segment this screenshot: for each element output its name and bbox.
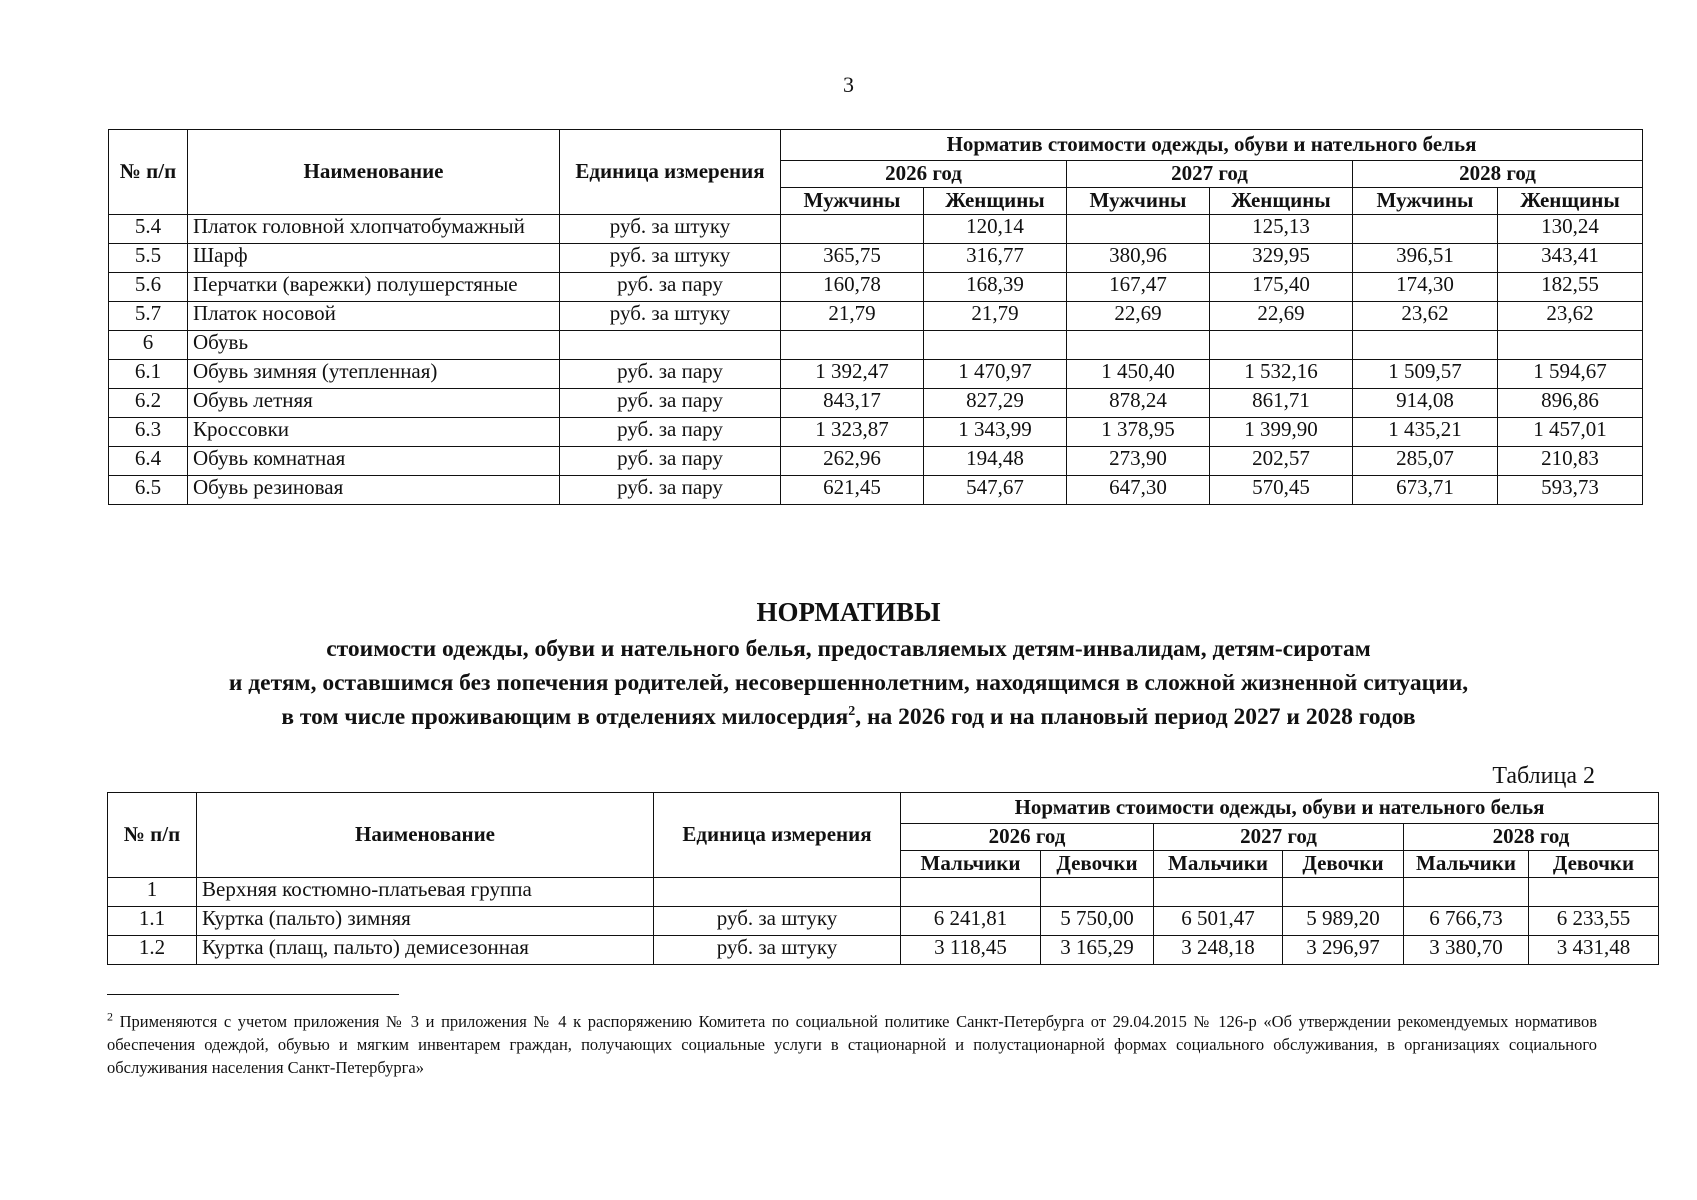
row-value: 621,45 <box>781 476 924 505</box>
subtitle-line-3-tail: , на 2026 год и на плановый период 2027 и 2028 годов <box>855 704 1416 730</box>
row-number: 5.4 <box>109 215 188 244</box>
row-value: 21,79 <box>924 302 1067 331</box>
table1-body <box>109 215 1643 505</box>
row-number: 5.5 <box>109 244 188 273</box>
row-value: 3 165,29 <box>1041 936 1154 965</box>
subtitle-line-3-text: в том числе проживающим в отделениях милосердия <box>281 704 849 730</box>
col-header-men-2028: Мужчины <box>1353 188 1498 215</box>
row-value: 1 343,99 <box>924 418 1067 447</box>
col-header-num: № п/п <box>109 130 188 215</box>
row-name: Платок носовой <box>188 302 560 331</box>
footnote-separator <box>107 994 399 995</box>
row-value <box>781 215 924 244</box>
table-row <box>109 244 1643 273</box>
col-header-num: № п/п <box>108 793 197 878</box>
row-value: 3 380,70 <box>1404 936 1529 965</box>
row-value: 647,30 <box>1067 476 1210 505</box>
row-value: 673,71 <box>1353 476 1498 505</box>
row-value: 23,62 <box>1498 302 1643 331</box>
row-unit: руб. за штуку <box>560 302 781 331</box>
row-value: 547,67 <box>924 476 1067 505</box>
row-value: 1 399,90 <box>1210 418 1353 447</box>
col-header-men-2026: Мужчины <box>781 188 924 215</box>
col-header-girls-2027: Девочки <box>1283 851 1404 878</box>
row-value: 130,24 <box>1498 215 1643 244</box>
row-value: 380,96 <box>1067 244 1210 273</box>
row-unit: руб. за пару <box>560 389 781 418</box>
row-unit: руб. за штуку <box>654 936 901 965</box>
col-header-men-2027: Мужчины <box>1067 188 1210 215</box>
footnote-marker: 2 <box>107 1009 113 1024</box>
row-number: 1.2 <box>108 936 197 965</box>
row-value: 1 470,97 <box>924 360 1067 389</box>
col-header-year-2026: 2026 год <box>781 161 1067 188</box>
row-name: Шарф <box>188 244 560 273</box>
row-number: 1 <box>108 878 197 907</box>
row-value: 22,69 <box>1210 302 1353 331</box>
row-value: 262,96 <box>781 447 924 476</box>
row-value <box>1154 878 1283 907</box>
row-value: 3 248,18 <box>1154 936 1283 965</box>
row-number: 1.1 <box>108 907 197 936</box>
row-value: 160,78 <box>781 273 924 302</box>
col-header-year-2028: 2028 год <box>1353 161 1643 188</box>
row-unit: руб. за пару <box>560 476 781 505</box>
row-unit: руб. за пару <box>560 418 781 447</box>
row-value: 3 118,45 <box>901 936 1041 965</box>
row-number: 6 <box>109 331 188 360</box>
col-header-boys-2027: Мальчики <box>1154 851 1283 878</box>
row-value <box>1353 331 1498 360</box>
col-header-women-2026: Женщины <box>924 188 1067 215</box>
row-number: 6.4 <box>109 447 188 476</box>
row-name: Обувь зимняя (утепленная) <box>188 360 560 389</box>
col-header-norm-group: Норматив стоимости одежды, обуви и нательного белья <box>901 793 1659 824</box>
col-header-norm-group: Норматив стоимости одежды, обуви и нательного белья <box>781 130 1643 161</box>
table-row <box>108 878 1659 907</box>
row-unit: руб. за пару <box>560 360 781 389</box>
row-name: Обувь комнатная <box>188 447 560 476</box>
table-row <box>109 447 1643 476</box>
row-number: 6.3 <box>109 418 188 447</box>
row-value: 329,95 <box>1210 244 1353 273</box>
row-value: 202,57 <box>1210 447 1353 476</box>
row-value <box>924 331 1067 360</box>
row-value: 1 392,47 <box>781 360 924 389</box>
row-value: 316,77 <box>924 244 1067 273</box>
row-name: Куртка (плащ, пальто) демисезонная <box>197 936 654 965</box>
row-value: 125,13 <box>1210 215 1353 244</box>
row-value: 343,41 <box>1498 244 1643 273</box>
row-value <box>1529 878 1659 907</box>
row-name: Платок головной хлопчатобумажный <box>188 215 560 244</box>
row-value: 5 989,20 <box>1283 907 1404 936</box>
row-value: 194,48 <box>924 447 1067 476</box>
table-row <box>108 907 1659 936</box>
row-value: 896,86 <box>1498 389 1643 418</box>
col-header-unit: Единица измерения <box>654 793 901 878</box>
row-value: 861,71 <box>1210 389 1353 418</box>
col-header-boys-2026: Мальчики <box>901 851 1041 878</box>
row-value: 3 296,97 <box>1283 936 1404 965</box>
section-subtitle <box>0 632 1697 734</box>
col-header-unit: Единица измерения <box>560 130 781 215</box>
row-name: Перчатки (варежки) полушерстяные <box>188 273 560 302</box>
row-value <box>1067 215 1210 244</box>
row-unit <box>654 878 901 907</box>
row-value: 22,69 <box>1067 302 1210 331</box>
table-row <box>109 389 1643 418</box>
row-value: 593,73 <box>1498 476 1643 505</box>
row-value: 843,17 <box>781 389 924 418</box>
subtitle-line-2: и детям, оставшимся без попечения родителей, несовершеннолетним, находящимся в сложной жизненной ситуации, <box>228 670 1469 696</box>
table-row <box>109 215 1643 244</box>
row-unit: руб. за штуку <box>560 244 781 273</box>
row-value: 1 457,01 <box>1498 418 1643 447</box>
row-value: 878,24 <box>1067 389 1210 418</box>
row-value: 174,30 <box>1353 273 1498 302</box>
row-value: 1 323,87 <box>781 418 924 447</box>
table-caption: Таблица 2 <box>1492 763 1595 789</box>
table-row <box>109 418 1643 447</box>
row-value: 1 378,95 <box>1067 418 1210 447</box>
footnote-text: Применяются с учетом приложения № 3 и приложения № 4 к распоряжению Комитета по социальной политике Санкт-Петербурга от 29.04.2015 № 126-р «Об утверждении рекомендуемых нормативов обеспечения одеждой, обувью и мягким инвентарем граждан, получающих социальные услуги в стационарной и полустационарной формах социального обслуживания, в организациях социального обслуживания населения Санкт-Петербурга» <box>107 1012 1597 1077</box>
col-header-girls-2028: Девочки <box>1529 851 1659 878</box>
row-value <box>1353 215 1498 244</box>
row-value: 167,47 <box>1067 273 1210 302</box>
row-value: 1 594,67 <box>1498 360 1643 389</box>
row-value: 168,39 <box>924 273 1067 302</box>
row-value: 175,40 <box>1210 273 1353 302</box>
row-value: 1 435,21 <box>1353 418 1498 447</box>
table-row <box>109 476 1643 505</box>
row-name: Куртка (пальто) зимняя <box>197 907 654 936</box>
row-value: 6 241,81 <box>901 907 1041 936</box>
row-value <box>1067 331 1210 360</box>
row-name: Обувь летняя <box>188 389 560 418</box>
row-value <box>1498 331 1643 360</box>
row-value: 396,51 <box>1353 244 1498 273</box>
row-value: 6 233,55 <box>1529 907 1659 936</box>
row-value: 23,62 <box>1353 302 1498 331</box>
footnote-reference: 2 <box>848 704 856 720</box>
row-number: 6.2 <box>109 389 188 418</box>
row-name: Обувь резиновая <box>188 476 560 505</box>
section-title: НОРМАТИВЫ <box>756 597 941 627</box>
table-row <box>109 302 1643 331</box>
table-row <box>109 331 1643 360</box>
subtitle-line-3 <box>0 700 1697 734</box>
row-name: Верхняя костюмно-платьевая группа <box>197 878 654 907</box>
row-value: 285,07 <box>1353 447 1498 476</box>
row-value: 1 532,16 <box>1210 360 1353 389</box>
row-value <box>1404 878 1529 907</box>
col-header-year-2027: 2027 год <box>1154 824 1404 851</box>
col-header-name: Наименование <box>188 130 560 215</box>
row-unit <box>560 331 781 360</box>
row-value: 210,83 <box>1498 447 1643 476</box>
row-value: 6 766,73 <box>1404 907 1529 936</box>
col-header-year-2027: 2027 год <box>1067 161 1353 188</box>
row-value: 827,29 <box>924 389 1067 418</box>
row-value: 120,14 <box>924 215 1067 244</box>
col-header-year-2028: 2028 год <box>1404 824 1659 851</box>
row-value: 365,75 <box>781 244 924 273</box>
clothing-norms-table-children <box>107 792 1659 965</box>
page-number: 3 <box>843 72 854 97</box>
table-row <box>109 273 1643 302</box>
subtitle-line-1: стоимости одежды, обуви и нательного белья, предоставляемых детям-инвалидам, детям-сиротам <box>326 636 1371 662</box>
col-header-year-2026: 2026 год <box>901 824 1154 851</box>
table-row <box>109 360 1643 389</box>
row-value: 5 750,00 <box>1041 907 1154 936</box>
row-unit: руб. за пару <box>560 273 781 302</box>
row-value <box>901 878 1041 907</box>
row-value: 1 509,57 <box>1353 360 1498 389</box>
row-value <box>1041 878 1154 907</box>
row-name: Кроссовки <box>188 418 560 447</box>
clothing-norms-table-adults <box>108 129 1643 505</box>
col-header-girls-2026: Девочки <box>1041 851 1154 878</box>
row-value: 570,45 <box>1210 476 1353 505</box>
row-number: 6.5 <box>109 476 188 505</box>
row-value: 3 431,48 <box>1529 936 1659 965</box>
table-row <box>108 936 1659 965</box>
row-name: Обувь <box>188 331 560 360</box>
col-header-name: Наименование <box>197 793 654 878</box>
col-header-women-2027: Женщины <box>1210 188 1353 215</box>
row-unit: руб. за штуку <box>654 907 901 936</box>
row-value: 182,55 <box>1498 273 1643 302</box>
row-number: 6.1 <box>109 360 188 389</box>
row-value: 1 450,40 <box>1067 360 1210 389</box>
row-value <box>781 331 924 360</box>
row-value: 273,90 <box>1067 447 1210 476</box>
row-value: 914,08 <box>1353 389 1498 418</box>
row-number: 5.7 <box>109 302 188 331</box>
row-value: 6 501,47 <box>1154 907 1283 936</box>
row-value: 21,79 <box>781 302 924 331</box>
col-header-women-2028: Женщины <box>1498 188 1643 215</box>
row-unit: руб. за штуку <box>560 215 781 244</box>
row-unit: руб. за пару <box>560 447 781 476</box>
row-value <box>1210 331 1353 360</box>
row-value <box>1283 878 1404 907</box>
row-number: 5.6 <box>109 273 188 302</box>
footnote <box>107 1010 1597 1079</box>
col-header-boys-2028: Мальчики <box>1404 851 1529 878</box>
table2-body <box>108 878 1659 965</box>
